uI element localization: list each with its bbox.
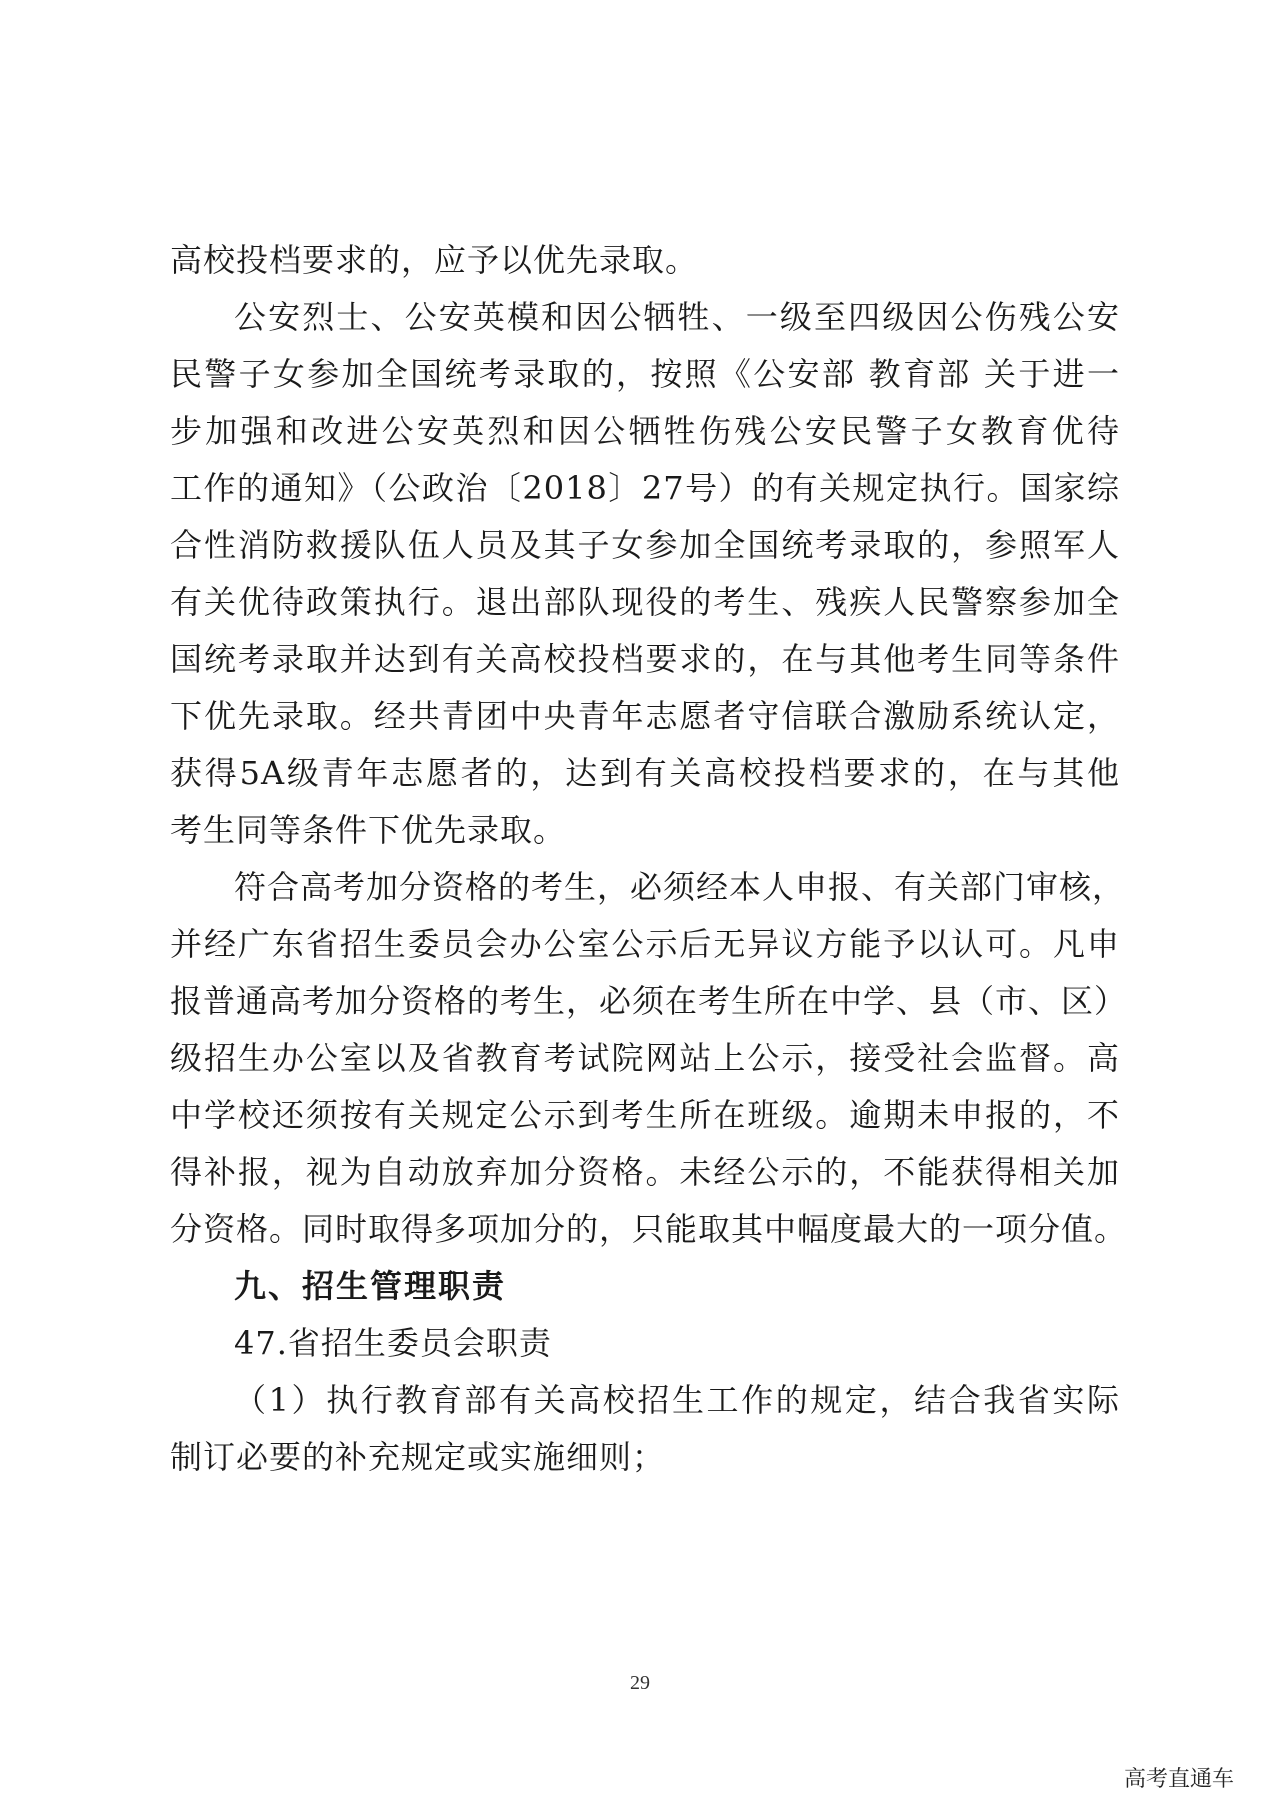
paragraph-line: 报普通高考加分资格的考生，必须在考生所在中学、县（市、区） — [170, 982, 1128, 1020]
paragraph-line: 分资格。同时取得多项加分的，只能取其中幅度最大的一项分值。 — [170, 1210, 1128, 1248]
paragraph-line: 下优先录取。经共青团中央青年志愿者守信联合激励系统认定， — [170, 697, 1120, 735]
watermark-logo: 高考直通车 — [1100, 1756, 1258, 1804]
paragraph-line: （1）执行教育部有关高校招生工作的规定，结合我省实际 — [234, 1381, 1120, 1419]
paragraph-line: 国统考录取并达到有关高校投档要求的，在与其他考生同等条件 — [170, 640, 1120, 678]
paragraph-line: 民警子女参加全国统考录取的，按照《公安部 教育部 关于进一 — [170, 355, 1120, 393]
paragraph-line: 符合高考加分资格的考生，必须经本人申报、有关部门审核， — [234, 868, 1126, 906]
paragraph-line: 有关优待政策执行。退出部队现役的考生、残疾人民警察参加全 — [170, 583, 1120, 621]
paragraph-line: 公安烈士、公安英模和因公牺牲、一级至四级因公伤残公安 — [234, 298, 1120, 336]
paragraph-line: 并经广东省招生委员会办公室公示后无异议方能予以认可。凡申 — [170, 925, 1120, 963]
paragraph-line: 获得5A级青年志愿者的，达到有关高校投档要求的，在与其他 — [170, 754, 1120, 792]
paragraph-line: 合性消防救援队伍人员及其子女参加全国统考录取的，参照军人 — [170, 526, 1120, 564]
paragraph-line: 考生同等条件下优先录取。 — [170, 811, 567, 849]
section-heading: 九、招生管理职责 — [234, 1267, 507, 1305]
paragraph-line: 中学校还须按有关规定公示到考生所在班级。逾期未申报的，不 — [170, 1096, 1120, 1134]
paragraph-line: 高校投档要求的，应予以优先录取。 — [170, 241, 699, 279]
paragraph-line: 得补报，视为自动放弃加分资格。未经公示的，不能获得相关加 — [170, 1153, 1120, 1191]
paragraph-line: 工作的通知》（公政治〔2018〕27号）的有关规定执行。国家综 — [170, 469, 1120, 507]
body-text — [170, 232, 1128, 1486]
subsection-heading: 47.省招生委员会职责 — [234, 1324, 552, 1362]
paragraph-line: 制订必要的补充规定或实施细则； — [170, 1438, 666, 1476]
page-number: 29 — [630, 1672, 650, 1694]
paragraph-line: 级招生办公室以及省教育考试院网站上公示，接受社会监督。高 — [170, 1039, 1120, 1077]
paragraph-line: 步加强和改进公安英烈和因公牺牲伤残公安民警子女教育优待 — [170, 412, 1120, 450]
